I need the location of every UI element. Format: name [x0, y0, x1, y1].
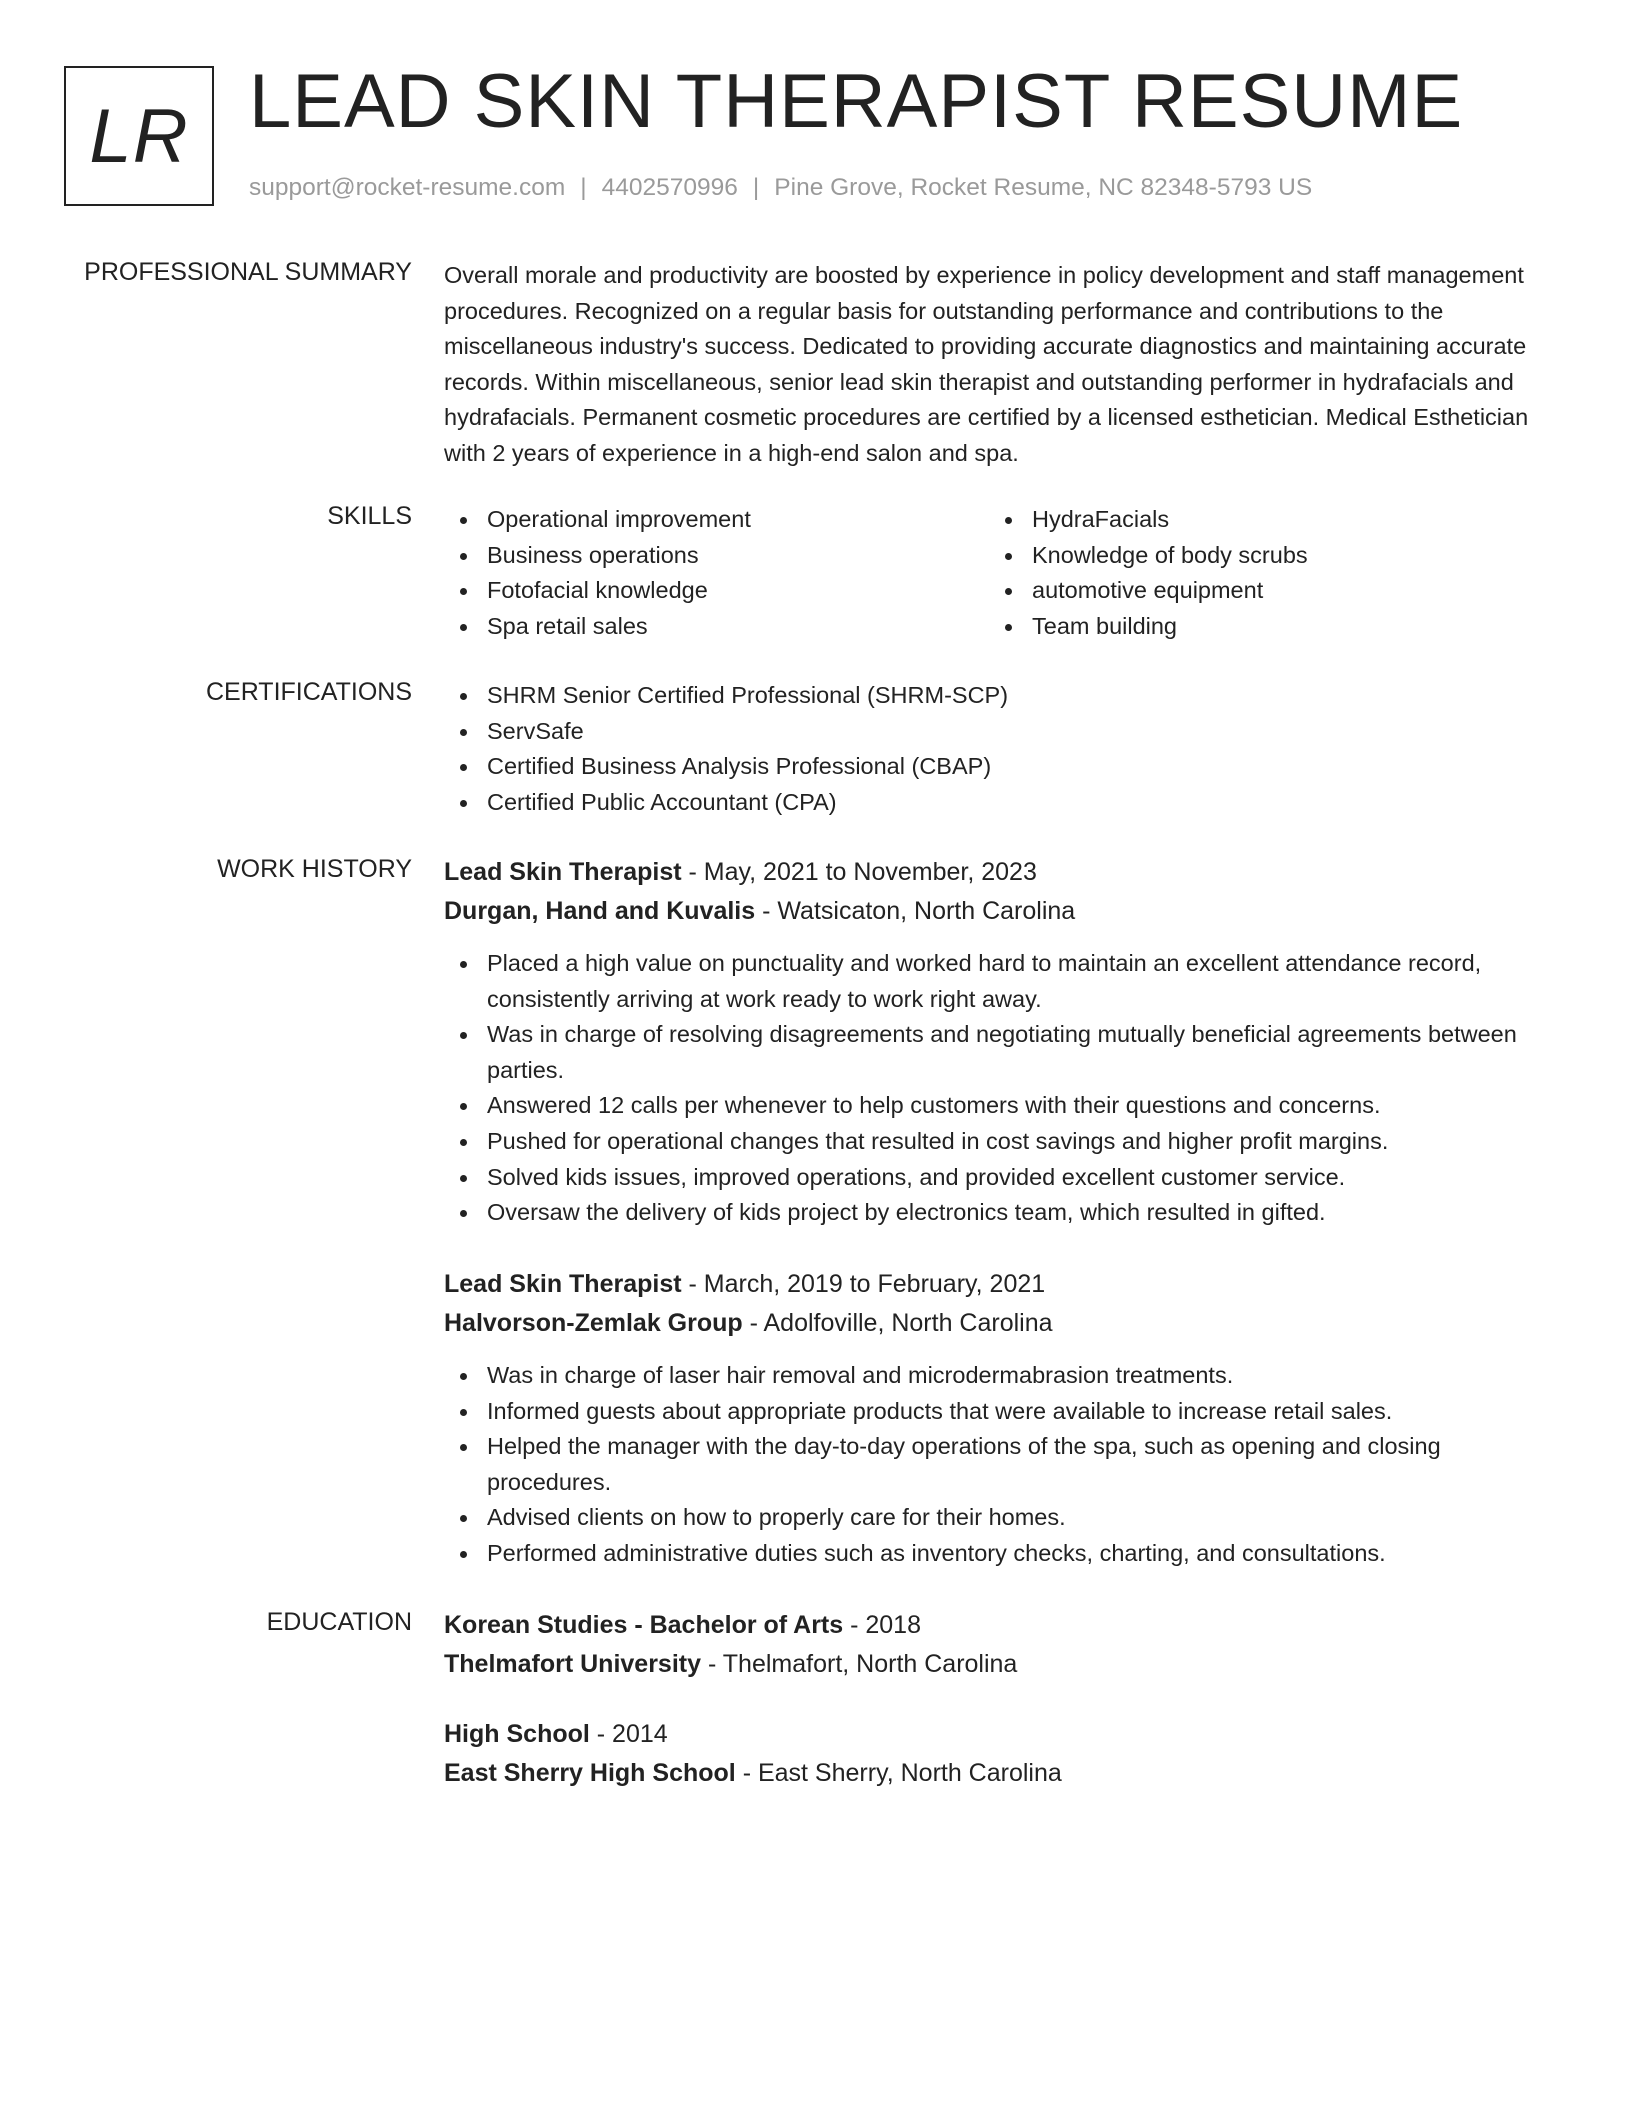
job-bullet: Answered 12 calls per whenever to help customers with their questions and concerns.: [444, 1088, 1534, 1124]
summary-text: Overall morale and productivity are boosted by experience in policy development and staff management procedures. Recognized on a regular basis for outstanding performance and contributions to the miscellaneous industry's success. Dedicated to providing accurate diagnostics and maintaining accurate records. Within miscellaneous, senior lead skin therapist and outstanding performer in hydrafacials and hydrafacials. Permanent cosmetic procedures are certified by a licensed esthetician. Medical Esthetician with 2 years of experience in a high-end salon and spa.: [444, 262, 1529, 466]
skill-item: Team building: [989, 609, 1529, 645]
job-bullet: Placed a high value on punctuality and worked hard to maintain an excellent attendance record, consistently arriving at work ready to work right away.: [444, 946, 1534, 1017]
skills-list-left: [444, 502, 984, 644]
contact-email[interactable]: support@rocket-resume.com: [249, 174, 566, 201]
skill-item: Spa retail sales: [444, 609, 984, 645]
contact-address: Pine Grove, Rocket Resume, NC 82348-5793 US: [774, 174, 1313, 201]
education-section-label: EDUCATION: [266, 1608, 412, 1636]
job-company: Durgan, Hand and Kuvalis: [444, 897, 756, 925]
job-entry-2-header: [444, 1265, 1534, 1343]
job-bullet: Informed guests about appropriate products that were available to increase retail sales.: [444, 1394, 1534, 1430]
job-dates: - March, 2019 to February, 2021: [681, 1270, 1046, 1298]
education-entry-2: [444, 1715, 1534, 1793]
certification-item: SHRM Senior Certified Professional (SHRM-SCP): [444, 678, 1534, 714]
skill-item: automotive equipment: [989, 573, 1529, 609]
contact-line: [249, 174, 1312, 202]
job-dates: - May, 2021 to November, 2023: [681, 858, 1037, 886]
job-company: Halvorson-Zemlak Group: [444, 1309, 743, 1337]
monogram-logo: LR: [64, 66, 214, 206]
contact-phone[interactable]: 4402570996: [601, 174, 738, 201]
school-name: East Sherry High School: [444, 1759, 736, 1787]
job-bullet: Was in charge of laser hair removal and microdermabrasion treatments.: [444, 1358, 1534, 1394]
degree: Korean Studies - Bachelor of Arts: [444, 1611, 844, 1639]
skills-list-right: [989, 502, 1529, 644]
job-company-line: [444, 1304, 1534, 1343]
job-bullet: Performed administrative duties such as inventory checks, charting, and consultations.: [444, 1536, 1534, 1572]
page-title: LEAD SKIN THERAPIST RESUME: [249, 59, 1464, 144]
job-entry-1-bullets: [444, 946, 1534, 1231]
job-title: Lead Skin Therapist: [444, 858, 682, 886]
skills-section-label: SKILLS: [327, 502, 412, 530]
certification-item: Certified Business Analysis Professional (CBAP): [444, 749, 1534, 785]
job-company-line: [444, 892, 1534, 931]
certification-item: Certified Public Accountant (CPA): [444, 785, 1534, 821]
contact-separator: |: [580, 174, 587, 201]
job-title-line: [444, 1265, 1534, 1304]
job-entry-1-header: [444, 853, 1534, 931]
job-title: Lead Skin Therapist: [444, 1270, 682, 1298]
job-location: - Adolfoville, North Carolina: [742, 1309, 1053, 1337]
job-bullet: Solved kids issues, improved operations, and provided excellent customer service.: [444, 1160, 1534, 1196]
degree-line: [444, 1606, 1534, 1645]
job-bullet: Pushed for operational changes that resulted in cost savings and higher profit margins.: [444, 1124, 1534, 1160]
graduation-year: - 2014: [589, 1720, 668, 1748]
job-bullet: Oversaw the delivery of kids project by electronics team, which resulted in gifted.: [444, 1195, 1534, 1231]
degree-line: [444, 1715, 1534, 1754]
graduation-year: - 2018: [843, 1611, 921, 1639]
contact-separator: |: [752, 174, 760, 201]
certifications-section-label: CERTIFICATIONS: [205, 678, 412, 706]
job-bullet: Helped the manager with the day-to-day operations of the spa, such as opening and closing procedures.: [444, 1429, 1534, 1500]
education-entry-1: [444, 1606, 1534, 1684]
summary-section-label: PROFESSIONAL SUMMARY: [84, 258, 412, 286]
degree: High School: [444, 1720, 590, 1748]
skill-item: Fotofacial knowledge: [444, 573, 984, 609]
school-line: [444, 1754, 1534, 1793]
skill-item: Knowledge of body scrubs: [989, 538, 1529, 574]
work-section-label: WORK HISTORY: [217, 855, 412, 883]
job-entry-2-bullets: [444, 1358, 1534, 1572]
skill-item: Business operations: [444, 538, 984, 574]
job-bullet: Was in charge of resolving disagreements and negotiating mutually beneficial agreements between parties.: [444, 1017, 1534, 1088]
school-line: [444, 1645, 1534, 1684]
job-title-line: [444, 853, 1534, 892]
school-name: Thelmafort University: [444, 1650, 702, 1678]
school-location: - Thelmafort, North Carolina: [701, 1650, 1018, 1678]
certification-item: ServSafe: [444, 714, 1534, 750]
job-bullet: Advised clients on how to properly care for their homes.: [444, 1500, 1534, 1536]
school-location: - East Sherry, North Carolina: [735, 1759, 1062, 1787]
skill-item: Operational improvement: [444, 502, 984, 538]
certifications-list: [444, 678, 1534, 820]
job-location: - Watsicaton, North Carolina: [755, 897, 1076, 925]
skill-item: HydraFacials: [989, 502, 1529, 538]
